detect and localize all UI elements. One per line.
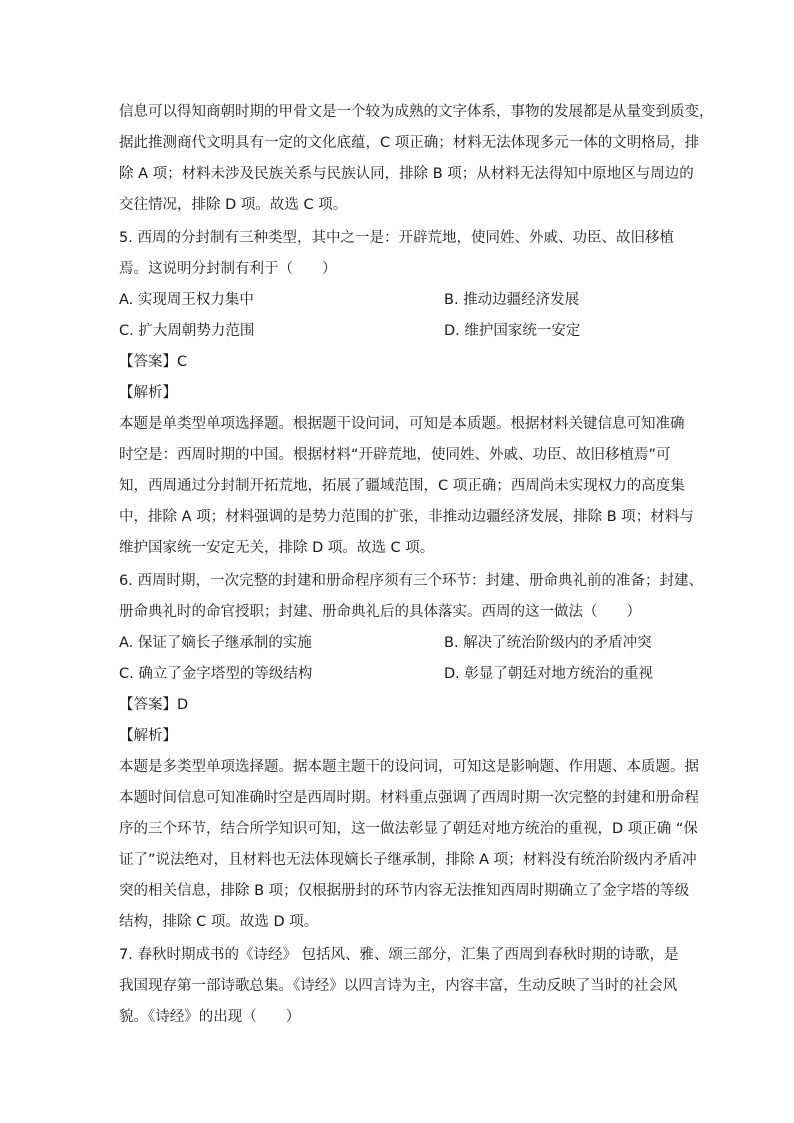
intro-line: 据此推测商代文明具有一定的文化底蕴，C 项正确；材料无法体现多元一体的文明格局，排 — [119, 135, 700, 151]
q7-stem-line: 我国现存第一部诗歌总集。《诗经》以四言诗为主，内容丰富，生动反映了当时的社会风 — [119, 978, 678, 994]
q5-option-c: C. 扩大周朝势力范围 — [119, 323, 255, 339]
q6-analysis-line: 本题是多类型单项选择题。据本题主题干的设问词，可知这是影响题、作用题、本质题。据 — [119, 759, 699, 775]
q6-stem-line: 6. 西周时期，一次完整的封建和册命程序须有三个环节：封建、册命典礼前的准备；封建、 — [119, 573, 703, 589]
q6-analysis-line: 结构，排除 C 项。故选 D 项。 — [119, 914, 319, 930]
q6-stem-line: 册命典礼时的命官授职；封建、册命典礼后的具体落实。西周的这一做法（ ） — [119, 604, 641, 620]
q6-option-d: D. 彰显了朝廷对地方统治的重视 — [444, 666, 653, 682]
q5-analysis-line: 维护国家统一安定无关，排除 D 项。故选 C 项。 — [119, 540, 435, 556]
q7-stem-line: 7. 春秋时期成书的《诗经》 包括风、雅、颂三部分，汇集了西周到春秋时期的诗歌，是 — [119, 947, 679, 963]
q5-stem-line: 5. 西周的分封制有三种类型，其中之一是：开辟荒地，使同姓、外戚、功臣、故旧移植 — [119, 230, 674, 246]
q6-answer: 【答案】D — [119, 697, 189, 713]
q5-option-d: D. 维护国家统一安定 — [444, 323, 581, 339]
q5-analysis-label: 【解析】 — [119, 385, 177, 401]
q6-analysis-line: 本题时间信息可知准确时空是西周时期。材料重点强调了西周时期一次完整的封建和册命程 — [119, 790, 699, 806]
q5-option-a: A. 实现周王权力集中 — [119, 292, 254, 308]
q5-analysis-line: 知，西周通过分封制开拓荒地，拓展了疆域范围，C 项正确；西周尚未实现权力的高度集 — [119, 478, 685, 494]
q5-answer: 【答案】C — [119, 354, 188, 370]
q5-analysis-line: 本题是单类型单项选择题。根据题干设问词，可知是本质题。根据材料关键信息可知准确 — [119, 416, 685, 432]
q7-stem-line: 貌。《诗经》的出现（ ） — [119, 1009, 301, 1025]
intro-line: 除 A 项；材料未涉及民族关系与民族认同，排除 B 项；从材料无法得知中原地区与周边的 — [119, 166, 694, 182]
q6-option-a: A. 保证了嫡长子继承制的实施 — [119, 635, 312, 651]
intro-line: 信息可以得知商朝时期的甲骨文是一个较为成熟的文字体系，事物的发展都是从量变到质变， — [119, 104, 714, 120]
q6-option-c: C. 确立了金字塔型的等级结构 — [119, 666, 313, 682]
q6-analysis-line: 序的三个环节，结合所学知识可知，这一做法彰显了朝廷对地方统治的重视，D 项正确 “保 — [119, 821, 698, 837]
q5-option-b: B. 推动边疆经济发展 — [444, 292, 580, 308]
q6-option-b: B. 解决了统治阶级内的矛盾冲突 — [444, 635, 652, 651]
q6-analysis-line: 证了”说法绝对，且材料也无法体现嫡长子继承制，排除 A 项；材料没有统治阶级内矛盾冲 — [119, 852, 697, 868]
q5-stem-line: 焉。这说明分封制有利于（ ） — [119, 261, 337, 277]
q6-analysis-line: 突的相关信息，排除 B 项；仅根据册封的环节内容无法推知西周时期确立了金字塔的等级 — [119, 883, 690, 899]
q5-analysis-line: 时空是：西周时期的中国。根据材料“开辟荒地，使同姓、外戚、功臣、故旧移植焉”可 — [119, 447, 671, 463]
q5-analysis-line: 中，排除 A 项；材料强调的是势力范围的扩张，非推动边疆经济发展，排除 B 项；材料与 — [119, 509, 694, 525]
intro-line: 交往情况，排除 D 项。故选 C 项。 — [119, 197, 348, 213]
q6-analysis-label: 【解析】 — [119, 728, 177, 744]
